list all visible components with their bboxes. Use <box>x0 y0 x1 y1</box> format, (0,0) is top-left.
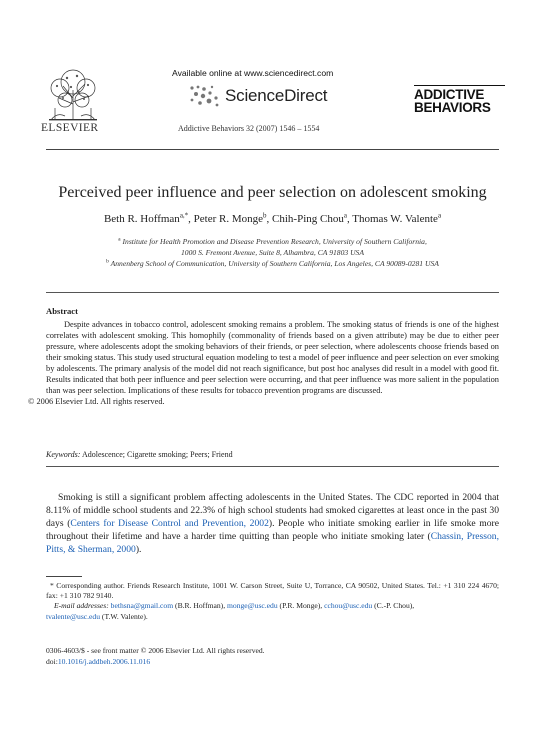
journal-logo-line1: ADDICTIVE <box>414 87 485 102</box>
email-label: E-mail addresses: <box>54 601 109 611</box>
footnote <box>46 581 499 622</box>
keywords-list: Adolescence; Cigarette smoking; Peers; Friend <box>81 450 233 459</box>
affiliation-line: Institute for Health Promotion and Disease Prevention Research, University of Southern California, <box>122 237 427 246</box>
journal-citation: Addictive Behaviors 32 (2007) 1546 – 1554 <box>178 124 320 133</box>
affiliation-line: 1000 S. Fremont Avenue, Suite 8, Alhambra, CA 91803 USA <box>180 247 364 257</box>
body-text: ). <box>135 544 142 555</box>
email-link[interactable]: bethsna@gmail.com <box>110 601 174 611</box>
footnote-star: * <box>50 581 54 590</box>
email-link[interactable]: tvalente@usc.edu <box>46 611 101 621</box>
author-name: Peter R. Monge <box>193 213 264 225</box>
abstract-divider-bottom <box>46 466 499 467</box>
affiliation-mark: a <box>118 236 121 243</box>
doi-link[interactable]: 10.1016/j.addbeh.2006.11.016 <box>57 656 151 666</box>
footnote-divider <box>46 576 82 577</box>
abstract-copyright: © 2006 Elsevier Ltd. All rights reserved. <box>28 397 165 406</box>
author-name: Thomas W. Valente <box>352 213 438 225</box>
body-text: Smoking is still a significant problem affecting adolescents in the United States. The CDC reported in 2004 that 8.11% of middle school students and 22.3% of high school students had smoked cigarettes at least once in the past 30 days ( <box>46 492 499 529</box>
affiliation-a <box>46 237 499 258</box>
header-divider <box>46 149 499 150</box>
author-name: Beth R. Hoffman <box>103 213 180 225</box>
journal-logo-rule <box>414 85 505 86</box>
email-link[interactable]: cchou@usc.edu <box>324 601 373 611</box>
email-link[interactable]: monge@usc.edu <box>227 601 278 611</box>
author-affiliation-mark: a,* <box>179 211 189 220</box>
available-online-text: Available online at www.sciencedirect.com <box>172 68 334 78</box>
email-owner: (B.R. Hoffman), <box>173 601 227 611</box>
keywords-label: Keywords: <box>46 450 81 459</box>
abstract-text <box>28 319 499 407</box>
doi-line <box>46 657 265 668</box>
author-affiliation-mark: a <box>437 211 442 220</box>
sciencedirect-wordmark: ScienceDirect <box>225 86 328 105</box>
citation-link[interactable]: Centers for Disease Control and Prevention, 2002 <box>70 518 269 529</box>
keywords <box>46 450 499 459</box>
affiliation-line: Annenberg School of Communication, University of Southern California, Los Angeles, CA 90089-0281 USA <box>110 259 439 268</box>
sciencedirect-logo <box>188 82 348 110</box>
issn-line: 0306-4603/$ - see front matter © 2006 Elsevier Ltd. All rights reserved. <box>46 646 265 655</box>
abstract-body: Despite advances in tobacco control, adolescent smoking remains a problem. The smoking status of friends is one of the highest correlates with adolescent smoking. This homophily (commonality of friends based on a given attribute) may be due to either peer pressure, where adolescents adopt the smoking behaviors of their friends, or peer selection, where adolescents choose friends based on their smoking status. This study used structural equation modeling to test a model of peer influence and peer selection on ever smoking by adolescents. The primary analysis of the model did not reach significance, but post hoc analyses did result in a model with good fit. Results indicated that both peer influence and peer selection were occurring, and that peer influence was more salient in the population than was peer selection. Implications of these results for tobacco prevention programs are discussed. <box>46 320 499 395</box>
citation-link[interactable]: Chassin, Presson, Pitts, & Sherman, 2000 <box>46 531 500 555</box>
author-affiliation-mark: a <box>343 211 347 220</box>
corresponding-author: Corresponding author. Friends Research Institute, 1001 W. Carson Street, Suite U, Torrance, CA 90502, United States. Tel.: +1 310 224 4670; fax: +1 310 782 9140. <box>46 581 499 601</box>
email-owner: (T.W. Valente). <box>100 611 148 621</box>
issn-block <box>46 646 265 668</box>
email-owner: (P.R. Monge), <box>277 601 325 611</box>
article-title: Perceived peer influence and peer selection on adolescent smoking <box>58 184 487 201</box>
journal-logo-line2: BEHAVIORS <box>414 100 491 115</box>
journal-logo <box>414 88 510 114</box>
affiliation-mark: b <box>106 258 109 265</box>
sciencedirect-dots-icon <box>188 84 222 108</box>
elsevier-wordmark: ELSEVIER <box>41 122 99 134</box>
body-text: ). People who initiate smoking earlier in life smoke more throughout their lifetime and have a harder time quitting than people who initiate smoking later ( <box>46 518 499 542</box>
author-name: Chih-Ping Chou <box>272 213 344 225</box>
author-affiliation-mark: b <box>263 211 267 220</box>
abstract-heading: Abstract <box>46 306 78 316</box>
affiliation-b <box>46 259 499 270</box>
doi-prefix: doi: <box>46 656 58 666</box>
journal-header <box>0 0 544 150</box>
email-owner: (C.-P. Chou), <box>372 601 415 611</box>
body-paragraph <box>46 491 499 556</box>
abstract-divider-top <box>46 292 499 293</box>
author-list: Beth R. Hoffman$^{a,*}$, Peter R. Monge$^b$, Chih-Ping Chou$^a$, Thomas W. Valente$^a$ <box>103 211 442 225</box>
